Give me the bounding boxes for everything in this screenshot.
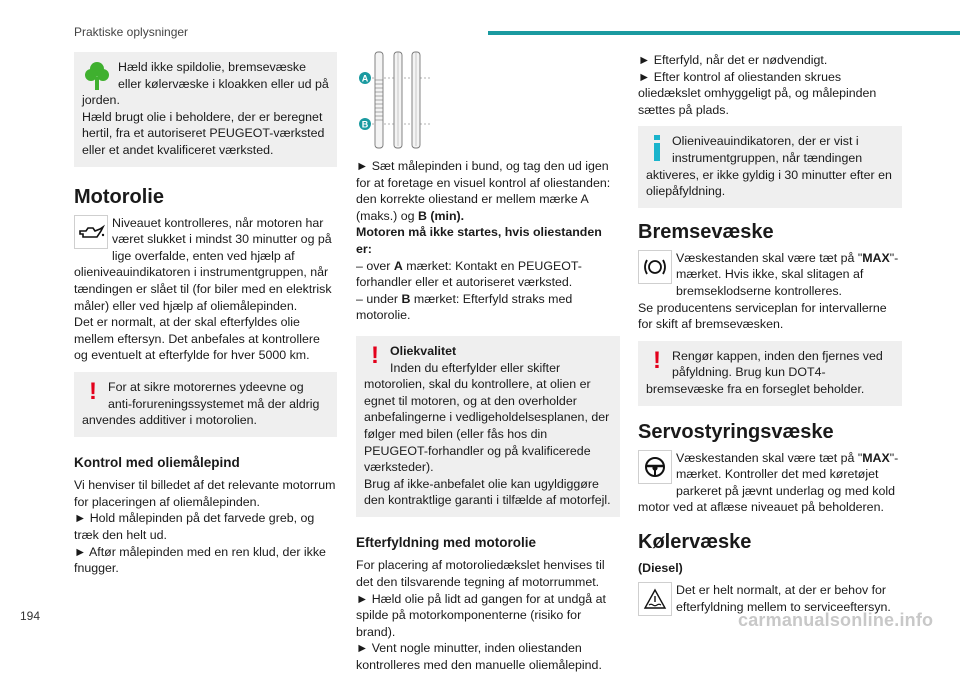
- tree-icon: [82, 61, 112, 91]
- motorolie-text-2: Det er normalt, at der skal efterfyldes olie mellem eftersyn. Det anbefales at kontrollere og eventuelt at efterfylde for hver 5000 km.: [74, 315, 320, 363]
- brems-max-mark: MAX: [862, 250, 890, 265]
- oil-quality-title: Oliekvalitet: [390, 343, 457, 358]
- brems-warning-box: [638, 341, 902, 406]
- brake-fluid-icon: [638, 250, 672, 284]
- servo-block: [638, 450, 902, 516]
- dip-under-text: [356, 291, 620, 324]
- bremsevaeske-title: Bremsevæske: [638, 220, 774, 243]
- brems-text-1-post: "-mærket. Hvis ikke, skal slitagen af bremseklodserne kontrolleres.: [676, 250, 899, 298]
- additive-warning-box: [74, 372, 337, 437]
- oil-indicator-info-text: Olieniveauindikatoren, der er vist i instrumentgruppen, når tændingen aktiveres, er ikke gyldig i 30 minutter efter en oliepåfyldning.: [646, 134, 892, 199]
- koeler-text: Det er helt normalt, at der er behov for efterfyldning mellem to serviceeftersyn.: [676, 583, 891, 615]
- servo-max-mark: MAX: [862, 450, 890, 465]
- watermark-text: carmanualsonline.info: [738, 610, 934, 630]
- dipstick-figure: [356, 52, 620, 152]
- dip-over-post: mærket: Kontakt en PEUGEOT-forhandler eller et autoriseret værksted.: [356, 258, 582, 290]
- kontrol-text-1: Vi henviser til billedet af det relevante motorrum for placeringen af oliemålepinden.: [74, 478, 336, 509]
- oil-quality-box: [356, 336, 620, 517]
- warning-exclamation-icon: !: [653, 346, 661, 374]
- brems-block: [638, 250, 902, 300]
- brems-text-1-pre: Væskestanden skal være tæt på ": [676, 250, 863, 265]
- servo-text: [638, 450, 902, 516]
- environment-text-1: Hæld ikke spildolie, bremsevæske eller kølervæske i kloakken eller ud på jorden.: [82, 60, 329, 108]
- efter-text-1: For placering af motoroliedækslet henvises til det den tilsvarende tegning af motorrummet.: [356, 558, 605, 590]
- column-1: [74, 52, 337, 577]
- page-number: 194: [20, 609, 41, 623]
- dipstick-illustration: [356, 52, 436, 152]
- additive-warning-text: For at sikre motorernes ydeevne og anti-forureningssystemet må der aldrig anvendes additiver i motorolien.: [82, 379, 320, 428]
- kontrol-text-2: ► Hold målepinden på det farvede greb, og træk den helt ud.: [74, 511, 315, 543]
- oil-can-icon: [74, 215, 108, 249]
- kontrol-title: Kontrol med oliemålepind: [74, 454, 240, 470]
- efter-text-2: ► Hæld olie på lidt ad gangen for at undgå at spilde på motorkomponenterne (risiko for brand).: [356, 591, 606, 639]
- oil-quality-text: Inden du efterfylder eller skifter motorolien, skal du kontrollere, at olien er egnet til motoren, og at den overholder anbefalingerne i vedligeholdelsesplanen, der følger med bilen (eller fås hos din PEUGEOT-forhandler og på kvalificerede værksteder).: [364, 360, 610, 475]
- dip-over-pre: – over: [356, 258, 391, 273]
- dip-under-post: mærket: Efterfyld straks med motorolie.: [356, 291, 573, 323]
- dip-under-pre: – under: [356, 291, 399, 306]
- warning-exclamation-icon: !: [89, 377, 97, 405]
- dip-text-1-bold: B (min).: [417, 208, 465, 223]
- steering-wheel-icon: [638, 450, 672, 484]
- servo-title: Servostyringsvæske: [638, 420, 834, 443]
- dip-over-mark: A: [393, 258, 403, 273]
- coolant-icon: [638, 582, 672, 616]
- koeler-subtitle: (Diesel): [638, 560, 683, 575]
- dip-under-mark: B: [401, 291, 411, 306]
- dip-text-1: [356, 158, 620, 224]
- warning-exclamation-icon: !: [371, 341, 379, 369]
- top-text-1: ► Efterfyld, når det er nødvendigt.: [638, 53, 828, 67]
- header-accent-bar: [488, 31, 960, 35]
- dip-over-text: [356, 258, 620, 291]
- brems-text-1: [638, 250, 902, 300]
- koelervaeske-title: Kølervæske: [638, 530, 752, 553]
- motorolie-title: Motorolie: [74, 185, 164, 208]
- kontrol-text-3: ► Aftør målepinden med en ren klud, der ikke fnugger.: [74, 544, 326, 576]
- dip-bold-text: Motoren må ikke startes, hvis oliestanden er:: [356, 225, 602, 256]
- motorolie-text-1: Niveauet kontrolleres, når motoren har været slukket i mindst 30 minutter og på lige overfalde, enten ved hjælp af olieniveauindikatoren i instrumentgruppen, når tændingen er slået til (for biler med en elektrisk måler) eller ved hjælp af oliemålepinden.: [74, 215, 332, 313]
- column-2: [356, 52, 620, 674]
- motorolie-block: [74, 215, 337, 315]
- column-3: [638, 52, 902, 616]
- marker-a-label: A: [361, 73, 369, 84]
- top-text-2: ► Efter kontrol af oliestanden skrues oliedækslet omhyggeligt på, og målepinden sættes på plads.: [638, 69, 877, 117]
- marker-b-label: B: [361, 119, 369, 130]
- oil-quality-text-2: Brug af ikke-anbefalet olie kan ugyldiggøre den kontraktlige garanti i tilfælde af motorfejl.: [364, 476, 611, 508]
- environment-text-2: Hæld brugt olie i beholdere, der er beregnet hertil, fra et autoriseret PEUGEOT-værksted eller et andet kvalificeret værksted.: [82, 109, 325, 157]
- efter-text-3: ► Vent nogle minutter, inden oliestanden kontrolleres med den manuelle oliemålepind.: [356, 641, 602, 673]
- section-header: Praktiske oplysninger: [74, 25, 189, 39]
- dip-text-1-main: ► Sæt målepinden i bund, og tag den ud igen for at foretage en visuel kontrol af oliestanden: den korrekte oliestand er mellem mærke A (maks.) og: [356, 159, 611, 223]
- efterfyldning-title: Efterfyldning med motorolie: [356, 534, 537, 550]
- servo-text-pre: Væskestanden skal være tæt på ": [676, 450, 863, 465]
- info-icon: [646, 135, 668, 161]
- servo-text-post: "-mærket. Kontroller det med køretøjet parkeret på jævnt underlag og med kold motor ved at aflæse niveauet på beholderen.: [638, 450, 899, 515]
- oil-indicator-info-box: [638, 126, 902, 207]
- brems-text-2: Se producentens serviceplan for intervallerne for skift af bremsevæsken.: [638, 300, 887, 332]
- environment-box: [74, 52, 337, 167]
- brems-warning-text: Rengør kappen, inden den fjernes ved påfyldning. Brug kun DOT4-bremsevæske fra en forseglet beholder.: [646, 348, 883, 396]
